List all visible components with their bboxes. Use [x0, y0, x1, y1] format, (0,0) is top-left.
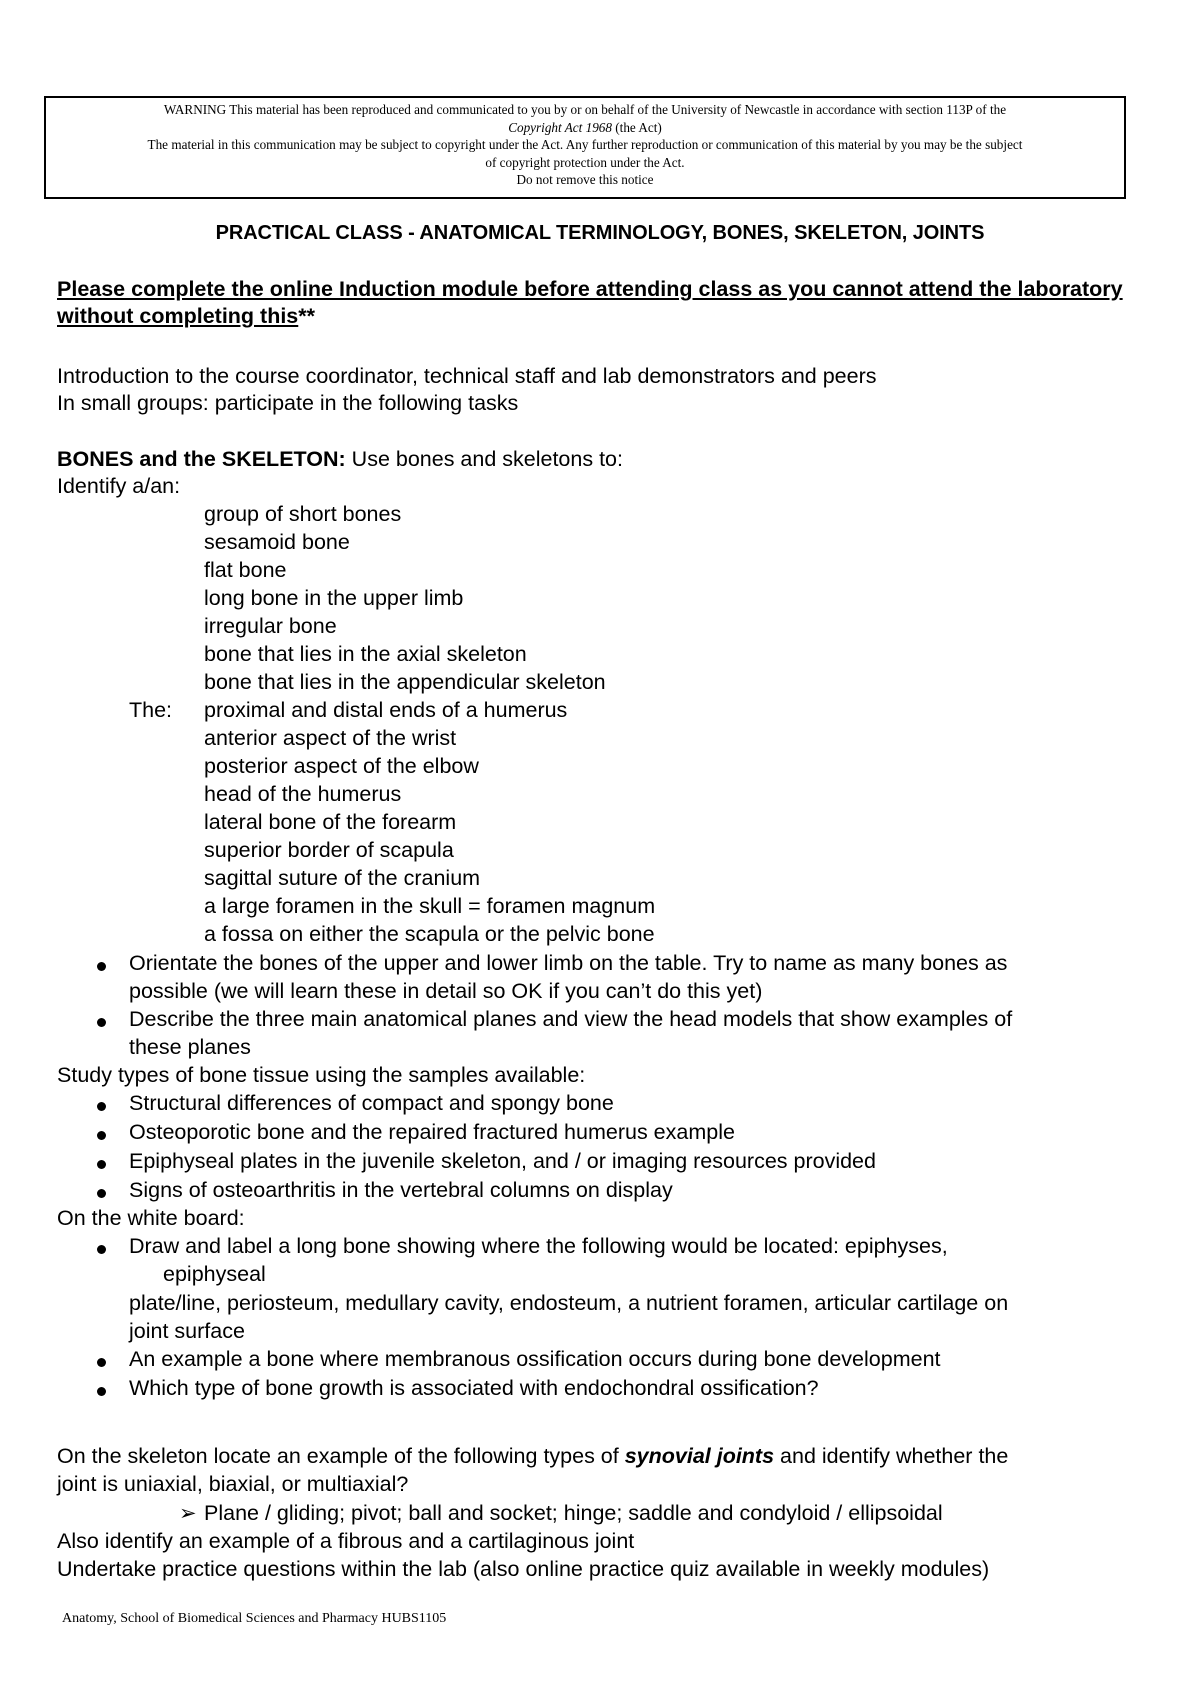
the-item: head of the humerus: [204, 782, 402, 806]
induction-notice-suffix: **: [298, 304, 315, 328]
bones-heading-rest: Use bones and skeletons to:: [345, 447, 623, 471]
warning-act-title: Copyright Act 1968: [508, 119, 612, 135]
warning-line-1: WARNING This material has been reproduced and communicated to you by or on behalf of the University of Newcastle in accordance with section 113P of the: [163, 102, 1007, 117]
bullet-icon: [97, 1102, 106, 1111]
identify-label: Identify a/an:: [57, 474, 181, 498]
whiteboard-bullet-3: Which type of bone growth is associated with endochondral ossification?: [129, 1376, 819, 1400]
task-bullet-1-line-1: Orientate the bones of the upper and lower limb on the table. Try to name as many bones as: [129, 951, 1008, 975]
arrow-bullet-icon: ➢: [179, 1502, 197, 1525]
identify-item: long bone in the upper limb: [204, 586, 464, 610]
the-item: posterior aspect of the elbow: [204, 754, 479, 778]
intro-line-1: Introduction to the course coordinator, technical staff and lab demonstrators and peers: [57, 364, 877, 388]
whiteboard-bullet-1-line-4: joint surface: [129, 1319, 245, 1343]
identify-item: group of short bones: [204, 502, 402, 526]
study-bullet: Epiphyseal plates in the juvenile skeleton, and / or imaging resources provided: [129, 1149, 876, 1173]
bullet-icon: [97, 1189, 106, 1198]
the-item: anterior aspect of the wrist: [204, 726, 457, 750]
bullet-icon: [97, 1160, 106, 1169]
joints-line-4: Undertake practice questions within the lab (also online practice quiz available in weekly modules): [57, 1557, 990, 1581]
copyright-warning-box: [44, 96, 1126, 199]
bullet-icon: [97, 1245, 106, 1254]
task-bullet-2-line-1: Describe the three main anatomical planes and view the head models that show examples of: [129, 1007, 1013, 1031]
task-bullet-1-line-2: possible (we will learn these in detail so OK if you can’t do this yet): [129, 979, 763, 1003]
study-label: Study types of bone tissue using the samples available:: [57, 1063, 586, 1087]
bones-heading: [57, 446, 623, 473]
page-title: PRACTICAL CLASS - ANATOMICAL TERMINOLOGY, BONES, SKELETON, JOINTS: [215, 222, 985, 244]
whiteboard-bullet-1-line-3: plate/line, periosteum, medullary cavity, endosteum, a nutrient foramen, articular cartilage on: [129, 1291, 1009, 1315]
identify-item: sesamoid bone: [204, 530, 350, 554]
identify-item: flat bone: [204, 558, 287, 582]
joint-types-item: Plane / gliding; pivot; ball and socket; hinge; saddle and condyloid / ellipsoidal: [204, 1501, 943, 1525]
warning-line-5: Do not remove this notice: [516, 172, 654, 187]
study-bullet: Signs of osteoarthritis in the vertebral columns on display: [129, 1178, 673, 1202]
the-item: proximal and distal ends of a humerus: [204, 698, 568, 722]
intro-line-2: In small groups: participate in the following tasks: [57, 391, 519, 415]
joints-line-1: [57, 1443, 1008, 1470]
whiteboard-bullet-2: An example a bone where membranous ossification occurs during bone development: [129, 1347, 941, 1371]
the-item: superior border of scapula: [204, 838, 454, 862]
the-item: a large foramen in the skull = foramen magnum: [204, 894, 656, 918]
bones-heading-bold: BONES and the SKELETON:: [57, 447, 346, 471]
bullet-icon: [97, 1018, 106, 1027]
bullet-icon: [97, 1358, 106, 1367]
study-bullet: Structural differences of compact and spongy bone: [129, 1091, 614, 1115]
task-bullet-2-line-2: these planes: [129, 1035, 251, 1059]
bullet-icon: [97, 1131, 106, 1140]
joints-line-3: Also identify an example of a fibrous and a cartilaginous joint: [57, 1529, 635, 1553]
warning-line-2: [46, 119, 1124, 137]
warning-line-3: The material in this communication may be subject to copyright under the Act. Any further reproduction or communication of this material by you may be the subject: [147, 137, 1023, 152]
the-label: The:: [129, 698, 173, 722]
joints-line-2: joint is uniaxial, biaxial, or multiaxial?: [57, 1472, 409, 1496]
whiteboard-bullet-1-line-2: epiphyseal: [163, 1262, 266, 1286]
joints-line-1-post: and identify whether the: [774, 1444, 1009, 1468]
the-item: lateral bone of the forearm: [204, 810, 457, 834]
identify-item: bone that lies in the axial skeleton: [204, 642, 527, 666]
induction-notice-text: Please complete the online Induction module before attending class as you cannot attend the laboratory without completing this: [57, 277, 1123, 328]
bullet-icon: [97, 1387, 106, 1396]
whiteboard-label: On the white board:: [57, 1206, 245, 1230]
the-item: sagittal suture of the cranium: [204, 866, 481, 890]
the-item: a fossa on either the scapula or the pelvic bone: [204, 922, 655, 946]
bullet-icon: [97, 962, 106, 971]
whiteboard-bullet-1-line-1: Draw and label a long bone showing where the following would be located: epiphyses,: [129, 1234, 948, 1258]
identify-item: bone that lies in the appendicular skeleton: [204, 670, 606, 694]
page-footer: Anatomy, School of Biomedical Sciences and Pharmacy HUBS1105: [62, 1611, 447, 1626]
warning-act-rest: (the Act): [611, 119, 662, 135]
warning-line-4: of copyright protection under the Act.: [485, 154, 685, 170]
study-bullet: Osteoporotic bone and the repaired fractured humerus example: [129, 1120, 735, 1144]
synovial-joints-term: synovial joints: [624, 1444, 775, 1468]
induction-notice: [57, 276, 1147, 330]
identify-item: irregular bone: [204, 614, 337, 638]
joints-line-1-pre: On the skeleton locate an example of the following types of: [57, 1444, 625, 1468]
